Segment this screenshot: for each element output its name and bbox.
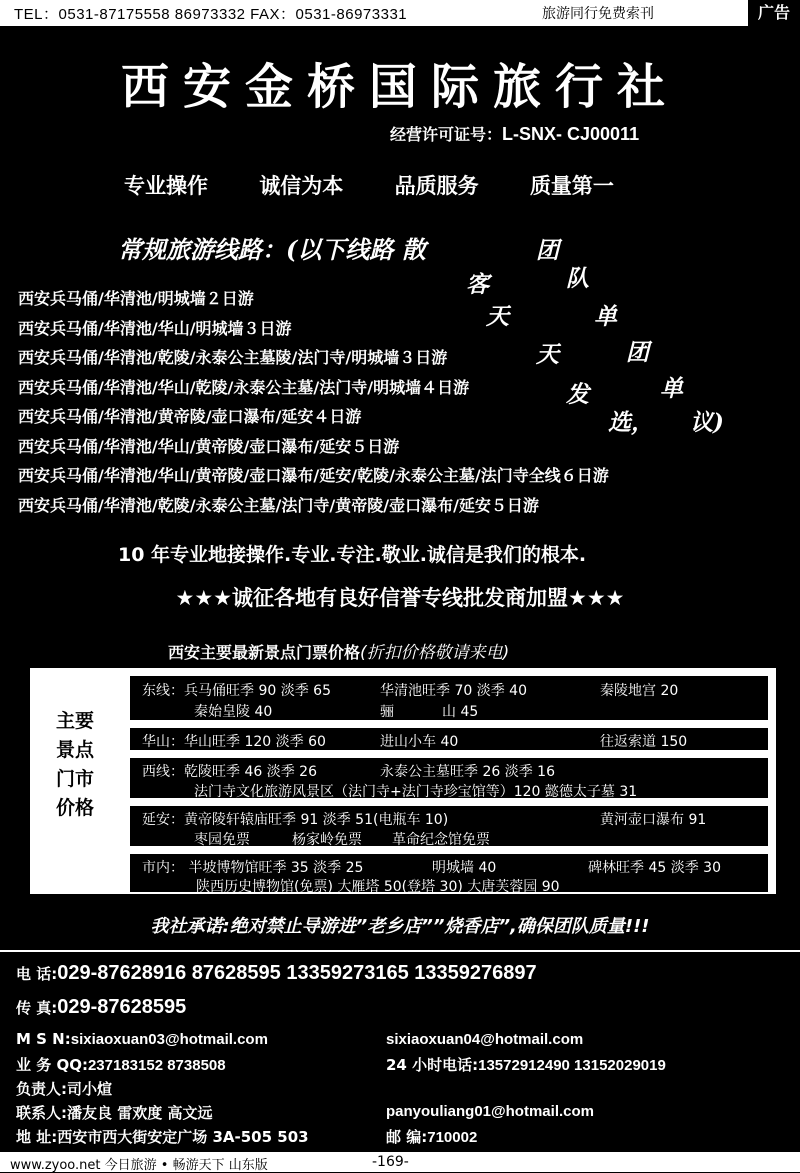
tel-fax: TEL：0531-87175558 86973332 FAX：0531-86973331: [14, 6, 408, 23]
ticket-label-line: 门市: [55, 768, 94, 790]
ad-tag: 广告: [748, 0, 800, 26]
scatter-char: 团: [626, 339, 649, 366]
ten-year-statement: 10 年专业地接操作.专业.专注.敬业.诚信是我们的根本.: [118, 544, 587, 566]
ticket-cell: 碑林旺季 45 淡季 30: [588, 860, 721, 876]
ticket-cell: 西线：乾陵旺季 46 淡季 26: [142, 764, 317, 780]
motto: [124, 170, 658, 200]
divider: [0, 950, 800, 952]
price-heading-title: 西安主要最新景点门票价格: [168, 643, 361, 662]
route-item: 西安兵马俑/华清池/华山/明城墙３日游: [18, 318, 292, 338]
route-item: 西安兵马俑/华清池/华山/黄帝陵/壶口瀑布/延安５日游: [18, 436, 400, 456]
ticket-cell: 陕西历史博物馆(免票) 大雁塔 50(登塔 30) 大唐芙蓉园 90: [196, 879, 560, 895]
scatter-char: 客: [466, 271, 489, 298]
agency-title: 西安金桥国际旅行社: [120, 59, 679, 115]
postcode-label: 邮 编:: [386, 1128, 428, 1146]
ticket-cell: 东线：兵马俑旺季 90 淡季 65: [142, 683, 331, 699]
price-heading: [168, 638, 509, 663]
scatter-char: 选，: [608, 409, 654, 436]
msn-2-row: [386, 1030, 583, 1048]
ticket-cell: 往返索道 150: [600, 734, 688, 750]
license-number: L-SNX- CJ00011: [502, 124, 640, 144]
ticket-cell: 枣园免票: [194, 832, 250, 848]
ticket-cell: 黄河壶口瀑布 91: [600, 812, 707, 828]
route-item: 西安兵马俑/华清池/华山/乾陵/永泰公主墓/法门寺/明城墙４日游: [18, 377, 470, 397]
ticket-cell: 山 45: [442, 704, 479, 720]
ticket-cell: 华山：华山旺季 120 淡季 60: [142, 734, 326, 750]
route-item: 西安兵马俑/华清池/黄帝陵/壶口瀑布/延安４日游: [18, 407, 362, 426]
scatter-char: 单: [660, 375, 683, 402]
ticket-row-west: [128, 756, 770, 800]
ticket-label-panel: [30, 675, 120, 887]
ticket-cell: 杨家岭免票: [292, 832, 362, 848]
ticket-cell: 秦始皇陵 40: [194, 704, 273, 720]
manager-row: [16, 1078, 112, 1099]
postcode-row: [386, 1126, 477, 1147]
ticket-cell: 骊: [380, 704, 394, 720]
ticket-label-line: 景点: [55, 739, 94, 761]
address: 西安市西大街安定广场 3A-505 503: [57, 1128, 309, 1146]
bottom-bar: [0, 1152, 800, 1172]
promise-statement: 我社承诺:绝对禁止导游进”老乡店””烧香店”,确保团队质量!!!: [150, 916, 650, 937]
ticket-cell: 进山小车 40: [380, 734, 459, 750]
manager-name: 司小煊: [67, 1080, 113, 1098]
ticket-cell: 延安：黄帝陵轩辕庙旺季 91 淡季 51(电瓶车 10): [142, 812, 449, 828]
qq-row: [16, 1054, 226, 1075]
address-label: 地 址:: [16, 1128, 58, 1146]
msn-1: sixiaoxuan03@hotmail.com: [70, 1031, 268, 1048]
email-row: [386, 1102, 594, 1120]
ticket-label: [30, 707, 120, 823]
msn-row: [16, 1030, 268, 1048]
hotline-label: 24 小时电话:: [386, 1056, 479, 1074]
route-item: 西安兵马俑/华清池/乾陵/永泰公主墓陵/法门寺/明城墙３日游: [18, 348, 448, 367]
phone-label: 电 话:: [16, 965, 58, 983]
scatter-char: 发: [566, 381, 589, 408]
ticket-cell: 明城墙 40: [432, 860, 497, 876]
scatter-char: 天: [486, 303, 509, 330]
msn-2: sixiaoxuan04@hotmail.com: [386, 1031, 584, 1048]
ticket-cell: 秦陵地宫 20: [600, 683, 679, 699]
fax-label: 传 真:: [16, 999, 58, 1017]
motto-item: 诚信为本: [259, 173, 344, 198]
contacts-names: 潘友良 雷欢度 高文远: [67, 1104, 213, 1122]
postcode: 710002: [427, 1129, 478, 1146]
route-list: [18, 286, 678, 522]
scatter-char: 单: [594, 303, 617, 330]
motto-item: 品质服务: [394, 173, 479, 198]
route-item: 西安兵马俑/华清池/乾陵/永泰公主墓/法门寺/黄帝陵/壶口瀑布/延安５日游: [18, 495, 539, 515]
qq-label: 业 务 QQ:: [16, 1056, 88, 1074]
page-number: -169-: [372, 1154, 409, 1170]
ticket-label-line: 价格: [55, 797, 94, 819]
contacts-row: [16, 1102, 212, 1123]
qq-numbers: 237183152 8738508: [87, 1057, 226, 1074]
route-item: 西安兵马俑/华清池/明城墙２日游: [18, 289, 254, 308]
hotline-row: [386, 1054, 666, 1075]
ticket-row-yanan: [128, 804, 770, 848]
motto-item: 质量第一: [529, 173, 614, 198]
ticket-row-city: [128, 852, 770, 894]
ticket-row-huashan: [128, 726, 770, 752]
fax-row: [16, 996, 186, 1019]
magazine-slogan: 旅游同行免费索刊: [542, 6, 654, 22]
hotline-numbers: 13572912490 13152029019: [478, 1057, 666, 1074]
contacts-label: 联系人:: [16, 1104, 67, 1122]
manager-label: 负责人:: [16, 1080, 67, 1098]
route-item: 西安兵马俑/华清池/华山/黄帝陵/壶口瀑布/延安/乾陵/永泰公主墓/法门寺全线６日游: [18, 466, 609, 485]
ticket-cell: 法门寺文化旅游风景区（法门寺+法门寺珍宝馆等）120 懿德太子墓 31: [194, 784, 638, 800]
ticket-cell: 革命纪念馆免票: [392, 832, 490, 848]
license-label: 经营许可证号：: [390, 125, 503, 144]
address-row: [16, 1126, 309, 1147]
scatter-char: 团: [536, 237, 559, 264]
scatter-char: 天: [536, 341, 559, 368]
ticket-cell: 华清池旺季 70 淡季 40: [380, 683, 527, 699]
ticket-row-east: [128, 674, 770, 722]
site-footer: www.zyoo.net 今日旅游 • 畅游天下 山东版: [10, 1158, 268, 1173]
motto-item: 专业操作: [124, 173, 208, 198]
ticket-cell: 永泰公主墓旺季 26 淡季 16: [380, 764, 555, 780]
scatter-char: 议): [690, 409, 724, 436]
email: panyouliang01@hotmail.com: [386, 1103, 594, 1120]
scatter-char: 队: [566, 265, 589, 292]
price-note: (折扣价格敬请来电): [360, 643, 510, 663]
recruit-banner: ★★★诚征各地有良好信誉专线批发商加盟★★★: [175, 586, 625, 610]
fax-number: 029-87628595: [57, 996, 187, 1018]
top-bar: [0, 0, 800, 26]
msn-label: M S N:: [16, 1030, 71, 1048]
ticket-cell: 市内： 半坡博物馆旺季 35 淡季 25: [142, 860, 364, 876]
routes-heading: 常规旅游线路：(以下线路 散: [118, 235, 426, 264]
license: [390, 122, 639, 145]
ticket-label-line: 主要: [55, 710, 94, 732]
phone-numbers: 029-87628916 87628595 13359273165 13359276897: [57, 962, 537, 984]
phone-row: [16, 962, 537, 985]
